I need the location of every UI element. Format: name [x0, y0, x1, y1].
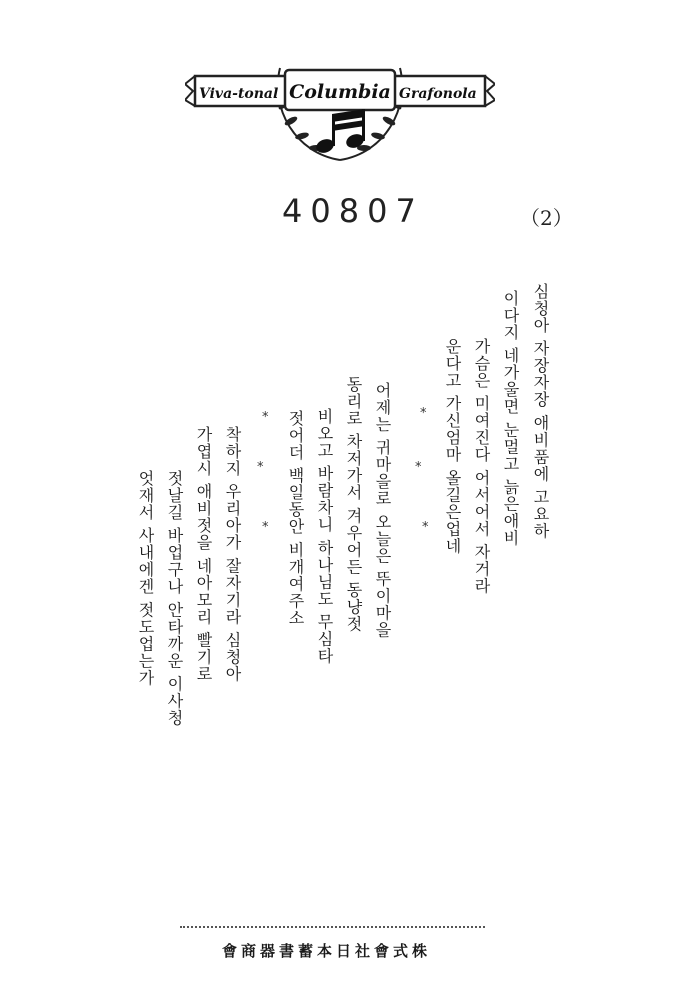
- lyric-line: 어제는 귀마을로 오늘은 뚜이마을: [373, 382, 392, 639]
- lyric-line: 가슴은 미여진다 어서어서 자거라: [472, 338, 491, 595]
- footer-divider: [180, 926, 485, 928]
- lyric-line: 동리로 차저가서 겨우어든 동냥젓: [344, 376, 363, 633]
- logo-right-text: Grafonola: [399, 86, 477, 102]
- separator-star: *: [262, 520, 269, 535]
- lyric-line: 비오고 바람차니 하나님도 무심타: [315, 408, 334, 665]
- separator-star: *: [257, 460, 264, 475]
- separator-star: *: [422, 520, 429, 535]
- logo-left-text: Viva-tonal: [199, 86, 279, 102]
- separator-star: *: [420, 406, 427, 421]
- lyric-line: 착하지 우리아가 잘자기라 심청아: [223, 426, 242, 683]
- lyric-line: 이다지 네가울면 눈멀고 늙은애비: [501, 290, 520, 547]
- lyric-line: 심청아 자장자장 애비품에 고요하: [531, 283, 550, 540]
- page-number: （2）: [520, 206, 573, 230]
- lyric-line: 젓날길 바업구나 안타까운 이사청: [165, 470, 184, 727]
- lyric-line: 엇재서 사내에겐 젓도업는가: [136, 470, 155, 687]
- logo-center-text: Columbia: [289, 81, 391, 103]
- lyric-line: 가엽시 애비젓을 네아모리 빨기로: [194, 426, 213, 683]
- record-number: 40807: [282, 192, 424, 230]
- columbia-logo: [185, 28, 495, 168]
- separator-star: *: [415, 460, 422, 475]
- lyric-line: 젓어더 백일동안 비개여주소: [286, 410, 305, 627]
- lyric-line: 운다고 가신엄마 올길은업네: [443, 338, 462, 555]
- separator-star: *: [262, 410, 269, 425]
- publisher-footer: 會商器書蓄本日社會式株: [222, 942, 432, 960]
